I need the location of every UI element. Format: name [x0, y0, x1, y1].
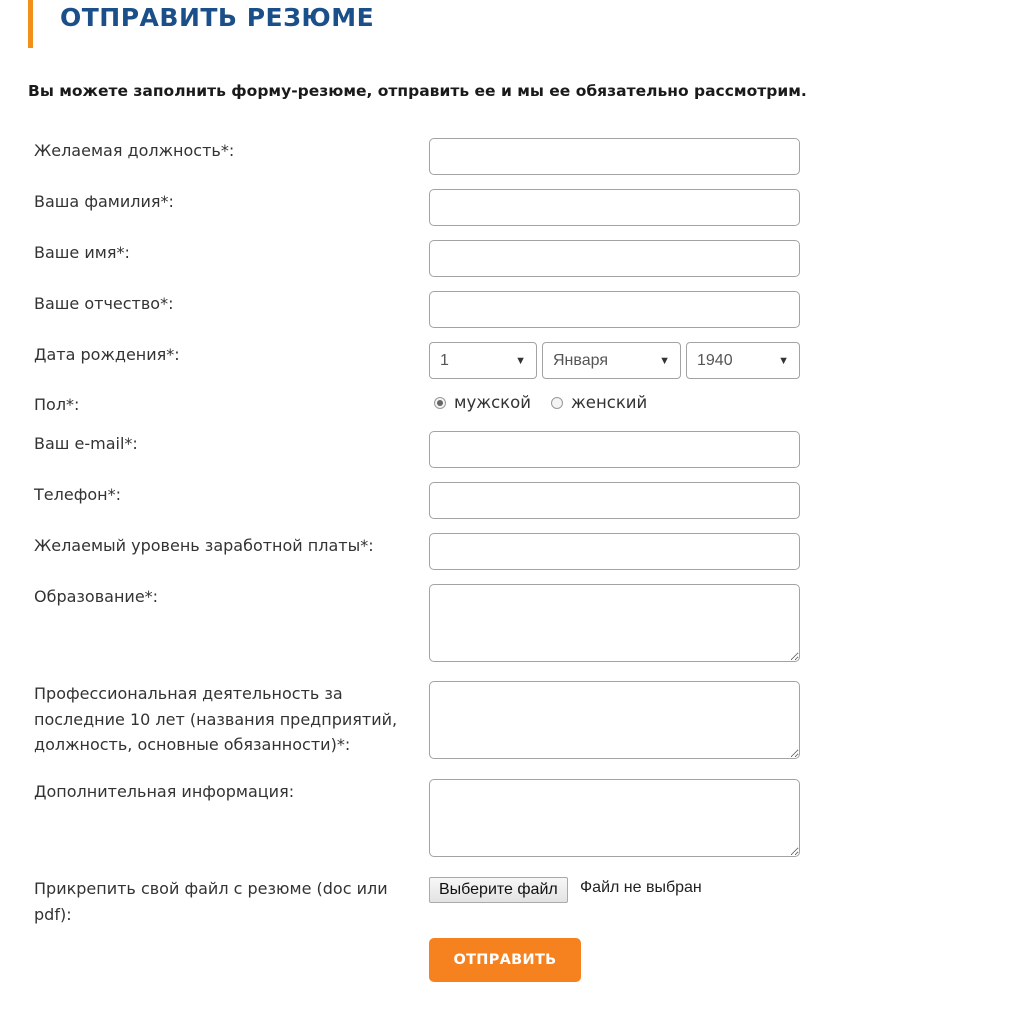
chevron-down-icon: ▼ [515, 354, 526, 367]
header-accent-bar [28, 0, 33, 48]
surname-label: Ваша фамилия*: [34, 192, 174, 211]
gender-label: Пол*: [34, 395, 80, 414]
birth-day-select[interactable] [429, 342, 537, 379]
education-textarea[interactable] [429, 584, 800, 662]
phone-label: Телефон*: [34, 485, 122, 504]
surname-input[interactable] [429, 189, 800, 226]
email-label: Ваш e-mail*: [34, 434, 138, 453]
chevron-down-icon: ▼ [778, 354, 789, 367]
birth-year-value: 1940 [697, 351, 733, 369]
gender-female-radio[interactable] [551, 397, 563, 409]
name-label: Ваше имя*: [34, 243, 130, 262]
position-input[interactable] [429, 138, 800, 175]
additional-info-textarea[interactable] [429, 779, 800, 857]
experience-label: Профессиональная деятельность за последние 10 лет (названия предприятий, должность, основные обязанности)*: [34, 684, 398, 754]
gender-radio-group [434, 393, 667, 412]
education-label: Образование*: [34, 587, 159, 606]
choose-file-button[interactable]: Выберите файл [429, 877, 568, 903]
salary-input[interactable] [429, 533, 800, 570]
gender-male-label[interactable]: мужской [454, 393, 531, 412]
chevron-down-icon: ▼ [659, 354, 670, 367]
salary-label: Желаемый уровень заработной платы*: [34, 536, 374, 555]
gender-female-label[interactable]: женский [570, 393, 648, 412]
birthdate-label: Дата рождения*: [34, 345, 180, 364]
patronymic-input[interactable] [429, 291, 800, 328]
birth-year-select[interactable] [686, 342, 800, 379]
submit-button[interactable]: ОТПРАВИТЬ [429, 938, 581, 982]
additional-info-label: Дополнительная информация: [34, 782, 295, 801]
birth-month-value: Января [553, 351, 608, 369]
intro-text: Вы можете заполнить форму-резюме, отправить ее и мы ее обязательно рассмотрим. [28, 82, 807, 100]
birth-day-value: 1 [440, 351, 449, 369]
birth-month-select[interactable] [542, 342, 681, 379]
file-attach-label: Прикрепить свой файл с резюме (doc или pdf): [34, 879, 388, 924]
patronymic-label: Ваше отчество*: [34, 294, 174, 313]
file-status-text: Файл не выбран [580, 879, 702, 896]
position-label: Желаемая должность*: [34, 141, 235, 160]
phone-input[interactable] [429, 482, 800, 519]
gender-male-radio[interactable] [434, 397, 446, 409]
page-title: ОТПРАВИТЬ РЕЗЮМЕ [60, 3, 375, 32]
name-input[interactable] [429, 240, 800, 277]
email-input[interactable] [429, 431, 800, 468]
experience-textarea[interactable] [429, 681, 800, 759]
